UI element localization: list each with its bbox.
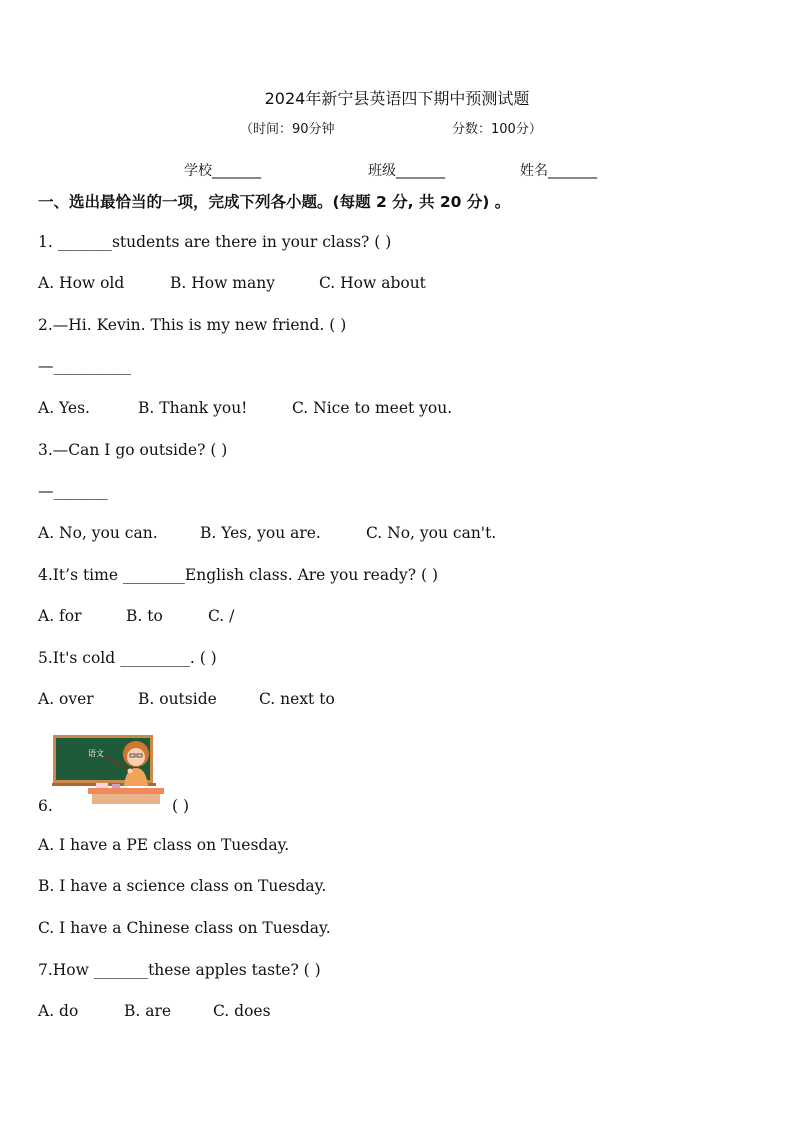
q4-option-b: B. to bbox=[126, 607, 163, 625]
question-3: 3.—Can I go outside? ( ) bbox=[38, 441, 228, 459]
question-7: 7.How _______these apples taste? ( ) bbox=[38, 961, 321, 979]
q2-option-a: A. Yes. bbox=[38, 399, 90, 417]
q6-option-a: A. I have a PE class on Tuesday. bbox=[38, 836, 290, 854]
board-text: 语文 bbox=[88, 749, 104, 758]
q7-option-c: C. does bbox=[213, 1002, 271, 1020]
question-5: 5.It's cold _________. ( ) bbox=[38, 649, 217, 667]
q3-option-a: A. No, you can. bbox=[38, 524, 158, 542]
q2-option-c: C. Nice to meet you. bbox=[292, 399, 453, 417]
section-heading: 一、选出最恰当的一项，完成下列各小题。(每题 2 分, 共 20 分) 。 bbox=[38, 193, 511, 211]
q3-option-b: B. Yes, you are. bbox=[200, 524, 321, 542]
question-4: 4.It’s time ________English class. Are you ready? ( ) bbox=[38, 566, 439, 584]
q7-option-a: A. do bbox=[38, 1002, 79, 1020]
q4-option-a: A. for bbox=[38, 607, 82, 625]
exam-score: 分数：100分） bbox=[452, 122, 542, 137]
teacher-blackboard-picture bbox=[52, 734, 164, 806]
q1-option-b: B. How many bbox=[170, 274, 275, 292]
q6-answer-paren: ( ) bbox=[172, 797, 190, 815]
q3-option-c: C. No, you can't. bbox=[366, 524, 497, 542]
school-field: 学校_______ bbox=[184, 163, 261, 179]
class-field: 班级_______ bbox=[368, 163, 445, 179]
question-2: 2.—Hi. Kevin. This is my new friend. ( ) bbox=[38, 316, 347, 334]
page-title: 2024年新宁县英语四下期中预测试题 bbox=[264, 89, 530, 108]
q4-option-c: C. / bbox=[208, 607, 235, 625]
q5-option-b: B. outside bbox=[138, 690, 217, 708]
desk-top bbox=[88, 788, 164, 794]
q1-option-a: A. How old bbox=[38, 274, 125, 292]
question-6: 6. bbox=[38, 797, 53, 815]
q3-reply-blank: —_______ bbox=[38, 482, 108, 500]
q5-option-a: A. over bbox=[38, 690, 94, 708]
q6-option-c: C. I have a Chinese class on Tuesday. bbox=[38, 919, 331, 937]
q6-option-b: B. I have a science class on Tuesday. bbox=[38, 877, 327, 895]
exam-time: （时间：90分钟 bbox=[240, 122, 335, 137]
q7-option-b: B. are bbox=[124, 1002, 172, 1020]
question-1: 1. _______students are there in your class? ( ) bbox=[38, 233, 392, 251]
q2-reply-blank: —__________ bbox=[38, 357, 131, 375]
name-field: 姓名_______ bbox=[520, 163, 597, 179]
q5-option-c: C. next to bbox=[259, 690, 335, 708]
q2-option-b: B. Thank you! bbox=[138, 399, 248, 417]
chalk-box bbox=[96, 783, 108, 788]
q1-option-c: C. How about bbox=[319, 274, 426, 292]
desk bbox=[92, 794, 160, 804]
